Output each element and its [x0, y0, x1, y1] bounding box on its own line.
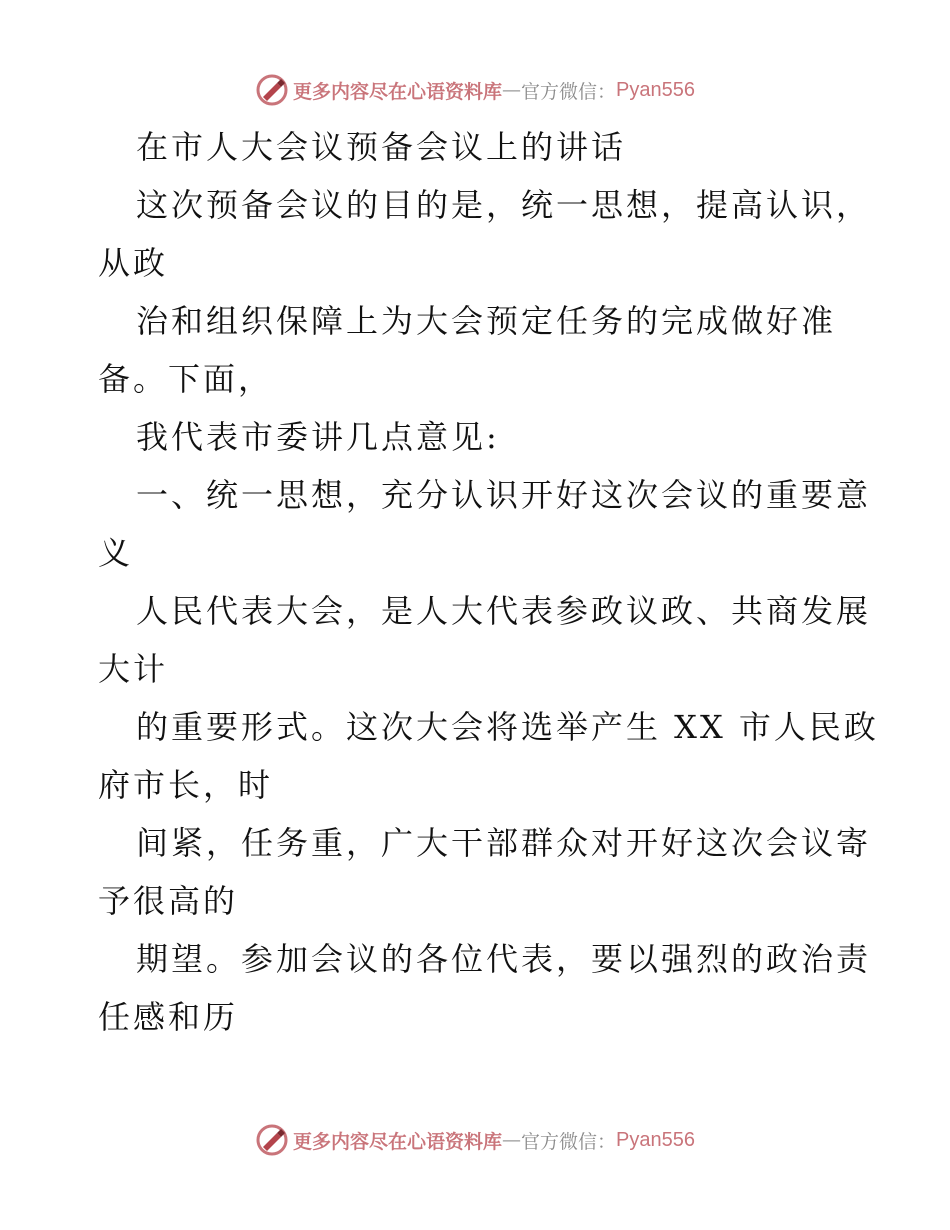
footer-banner: [0, 1120, 950, 1160]
header-banner: [0, 70, 950, 110]
text-line: 的重要形式。这次大会将选举产生 XX 市人民政: [136, 708, 879, 746]
text-line: 府市长，时: [98, 766, 274, 804]
text-line: 人民代表大会，是人大代表参政议政、共商发展: [136, 592, 872, 630]
banner-official-label: 官方微信：: [521, 80, 617, 103]
text-line: 任感和历: [98, 998, 239, 1036]
text-line: 备。下面，: [98, 360, 274, 398]
text-line: 从政: [98, 244, 169, 282]
text-line: 大计: [98, 650, 169, 688]
text-line: 义: [98, 534, 134, 572]
banner-main-text: 更多内容尽在心语资料库: [293, 1130, 503, 1153]
text-line: 一、统一思想，充分认识开好这次会议的重要意: [136, 476, 872, 514]
banner-dash: —: [502, 1129, 522, 1151]
document-body: [98, 118, 879, 1046]
banner-wechat-id: Pyan556: [616, 78, 695, 101]
text-line: 治和组织保障上为大会预定任务的完成做好准: [136, 302, 837, 340]
text-line: 这次预备会议的目的是，统一思想，提高认识，: [136, 186, 872, 224]
banner-main-text: 更多内容尽在心语资料库: [293, 80, 503, 103]
text-line: 期望。参加会议的各位代表，要以强烈的政治责: [136, 940, 872, 978]
text-line: 予很高的: [98, 882, 239, 920]
banner-dash: —: [502, 79, 522, 101]
logo-icon: [255, 73, 289, 107]
banner-official-label: 官方微信：: [521, 1130, 617, 1153]
logo-icon: [255, 1123, 289, 1157]
text-line: 间紧，任务重，广大干部群众对开好这次会议寄: [136, 824, 872, 862]
text-line: 在市人大会议预备会议上的讲话: [136, 128, 627, 166]
text-line: 我代表市委讲几点意见:: [136, 418, 500, 456]
banner-wechat-id: Pyan556: [616, 1128, 695, 1151]
